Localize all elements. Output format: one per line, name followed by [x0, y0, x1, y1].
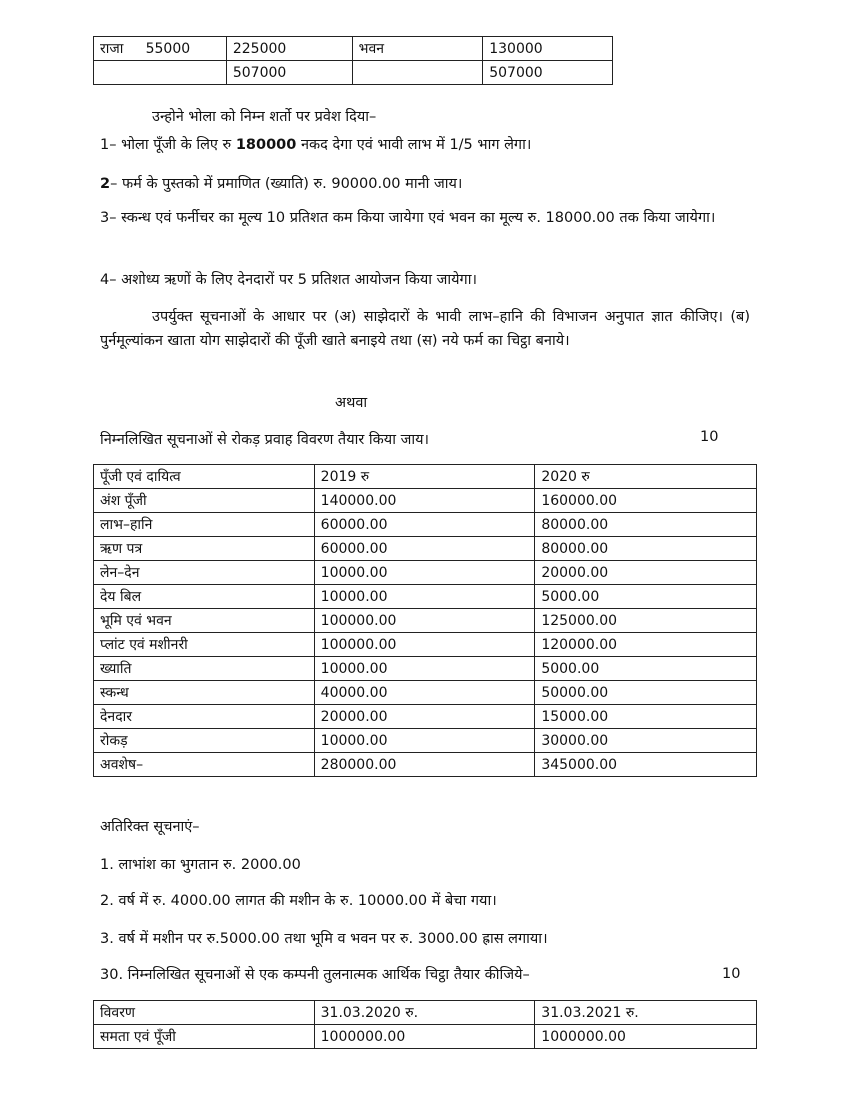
table-cell: 15000.00 [535, 705, 757, 729]
q30-question: 30. निम्नलिखित सूचनाओं से एक कम्पनी तुलनात्मक आर्थिक चिट्ठा तैयार कीजिये– [100, 967, 530, 983]
additional-item-3: 3. वर्ष में मशीन पर रु.5000.00 तथा भूमि व भवन पर रु. 3000.00 ह्रास लगाया। [100, 931, 548, 947]
condition-1-bold: 180000 [235, 137, 297, 153]
instruction-paragraph [100, 305, 750, 353]
table-cell: 50000.00 [535, 681, 757, 705]
table-header-row [94, 465, 757, 489]
table-cell: 80000.00 [535, 537, 757, 561]
table-header-cell: 2019 रु [314, 465, 535, 489]
table-row [94, 489, 757, 513]
table-cell: 507000 [226, 61, 352, 85]
or-label: अथवा [335, 395, 368, 411]
condition-1-pre: 1– भोला पूँजी के लिए रु [100, 137, 236, 153]
table-cell: 160000.00 [535, 489, 757, 513]
table-cell: ख्याति [94, 657, 315, 681]
table-cell [94, 61, 227, 85]
table-cell: 140000.00 [314, 489, 535, 513]
table-cell: 1000000.00 [314, 1025, 535, 1049]
cash-flow-question: निम्नलिखित सूचनाओं से रोकड़ प्रवाह विवरण तैयार किया जाय। [100, 432, 429, 448]
table-cell [352, 61, 483, 85]
table-cell: देय बिल [94, 585, 315, 609]
table-cell: 1000000.00 [535, 1025, 757, 1049]
table-header-row [94, 1001, 757, 1025]
table-row [94, 561, 757, 585]
table-cell: 40000.00 [314, 681, 535, 705]
table-header-cell: 31.03.2021 रु. [535, 1001, 757, 1025]
table-cell: 30000.00 [535, 729, 757, 753]
table-cell: स्कन्ध [94, 681, 315, 705]
table-cell: 5000.00 [535, 657, 757, 681]
table-cell: 225000 [226, 37, 352, 61]
table-cell: भूमि एवं भवन [94, 609, 315, 633]
table-cell: अवशेष– [94, 753, 315, 777]
table-cell: 345000.00 [535, 753, 757, 777]
instruction-text: उपर्युक्त सूचनाओं के आधार पर (अ) साझेदारों के भावी लाभ–हानि की विभाजन अनुपात ज्ञात कीजिए। (ब) पुर्नमूल्यांकन खाता योग साझेदारों की पूँजी खाते बनाइये तथा (स) नये फर्म का चिट्ठा बनाये। [100, 309, 750, 349]
table-row [94, 537, 757, 561]
table-cell: 10000.00 [314, 585, 535, 609]
additional-item-1: 1. लाभांश का भुगतान रु. 2000.00 [100, 857, 301, 873]
table-cell: लेन–देन [94, 561, 315, 585]
table-row [94, 729, 757, 753]
table-cell: 20000.00 [535, 561, 757, 585]
table-cell: भवन [352, 37, 483, 61]
condition-3: 3– स्कन्ध एवं फर्नीचर का मूल्य 10 प्रतिशत कम किया जायेगा एवं भवन का मूल्य रु. 18000.00 तक किया जायेगा। [100, 210, 716, 226]
table-header-cell: विवरण [94, 1001, 315, 1025]
table-cell: 120000.00 [535, 633, 757, 657]
table-cell: 100000.00 [314, 633, 535, 657]
table-row [94, 705, 757, 729]
additional-heading: अतिरिक्त सूचनाएं– [100, 819, 200, 835]
table-cell: 60000.00 [314, 537, 535, 561]
table-row [94, 609, 757, 633]
table-header-cell: पूँजी एवं दायित्व [94, 465, 315, 489]
table-cell: 507000 [483, 61, 613, 85]
condition-2 [100, 173, 462, 193]
table-cell: 60000.00 [314, 513, 535, 537]
cash-flow-marks: 10 [700, 429, 719, 445]
table-cell: ऋण पत्र [94, 537, 315, 561]
table-row [94, 753, 757, 777]
table-cell: देनदार [94, 705, 315, 729]
table-row [94, 657, 757, 681]
table-row [94, 633, 757, 657]
table-cell: प्लांट एवं मशीनरी [94, 633, 315, 657]
table-cell: 5000.00 [535, 585, 757, 609]
comparative-balance-table [93, 1000, 757, 1049]
table-row [94, 37, 613, 61]
additional-item-2: 2. वर्ष में रु. 4000.00 लागत की मशीन के रु. 10000.00 में बेचा गया। [100, 893, 497, 909]
table-row [94, 585, 757, 609]
table-row [94, 1025, 757, 1049]
table-row [94, 513, 757, 537]
condition-2-post: – फर्म के पुस्तको में प्रमाणित (ख्याति) रु. 90000.00 मानी जाय। [110, 176, 463, 192]
table-cell: 130000 [483, 37, 613, 61]
condition-4: 4– अशोध्य ऋणों के लिए देनदारों पर 5 प्रतिशत आयोजन किया जायेगा। [100, 272, 477, 288]
table-cell: 20000.00 [314, 705, 535, 729]
table-row [94, 61, 613, 85]
condition-1-post: नकद देगा एवं भावी लाभ में 1/5 भाग लेगा। [296, 137, 532, 153]
table-cell: 10000.00 [314, 561, 535, 585]
table-header-cell: 31.03.2020 रु. [314, 1001, 535, 1025]
table-cell: 125000.00 [535, 609, 757, 633]
table-cell: राजा 55000 [94, 37, 227, 61]
table-cell: 10000.00 [314, 657, 535, 681]
table-cell: 80000.00 [535, 513, 757, 537]
table-cell: 280000.00 [314, 753, 535, 777]
table-cell: अंश पूँजी [94, 489, 315, 513]
intro-text: उन्होने भोला को निम्न शर्तो पर प्रवेश दिया– [152, 109, 377, 125]
table-row [94, 681, 757, 705]
table-cell: रोकड़ [94, 729, 315, 753]
table-cell: लाभ–हानि [94, 513, 315, 537]
top-balance-table [93, 36, 613, 85]
condition-2-bold: 2 [100, 176, 111, 192]
table-cell: 100000.00 [314, 609, 535, 633]
table-header-cell: 2020 रु [535, 465, 757, 489]
condition-1 [100, 134, 531, 154]
table-cell: समता एवं पूँजी [94, 1025, 315, 1049]
cash-flow-table [93, 464, 757, 777]
table-cell: 10000.00 [314, 729, 535, 753]
q30-marks: 10 [722, 966, 741, 982]
